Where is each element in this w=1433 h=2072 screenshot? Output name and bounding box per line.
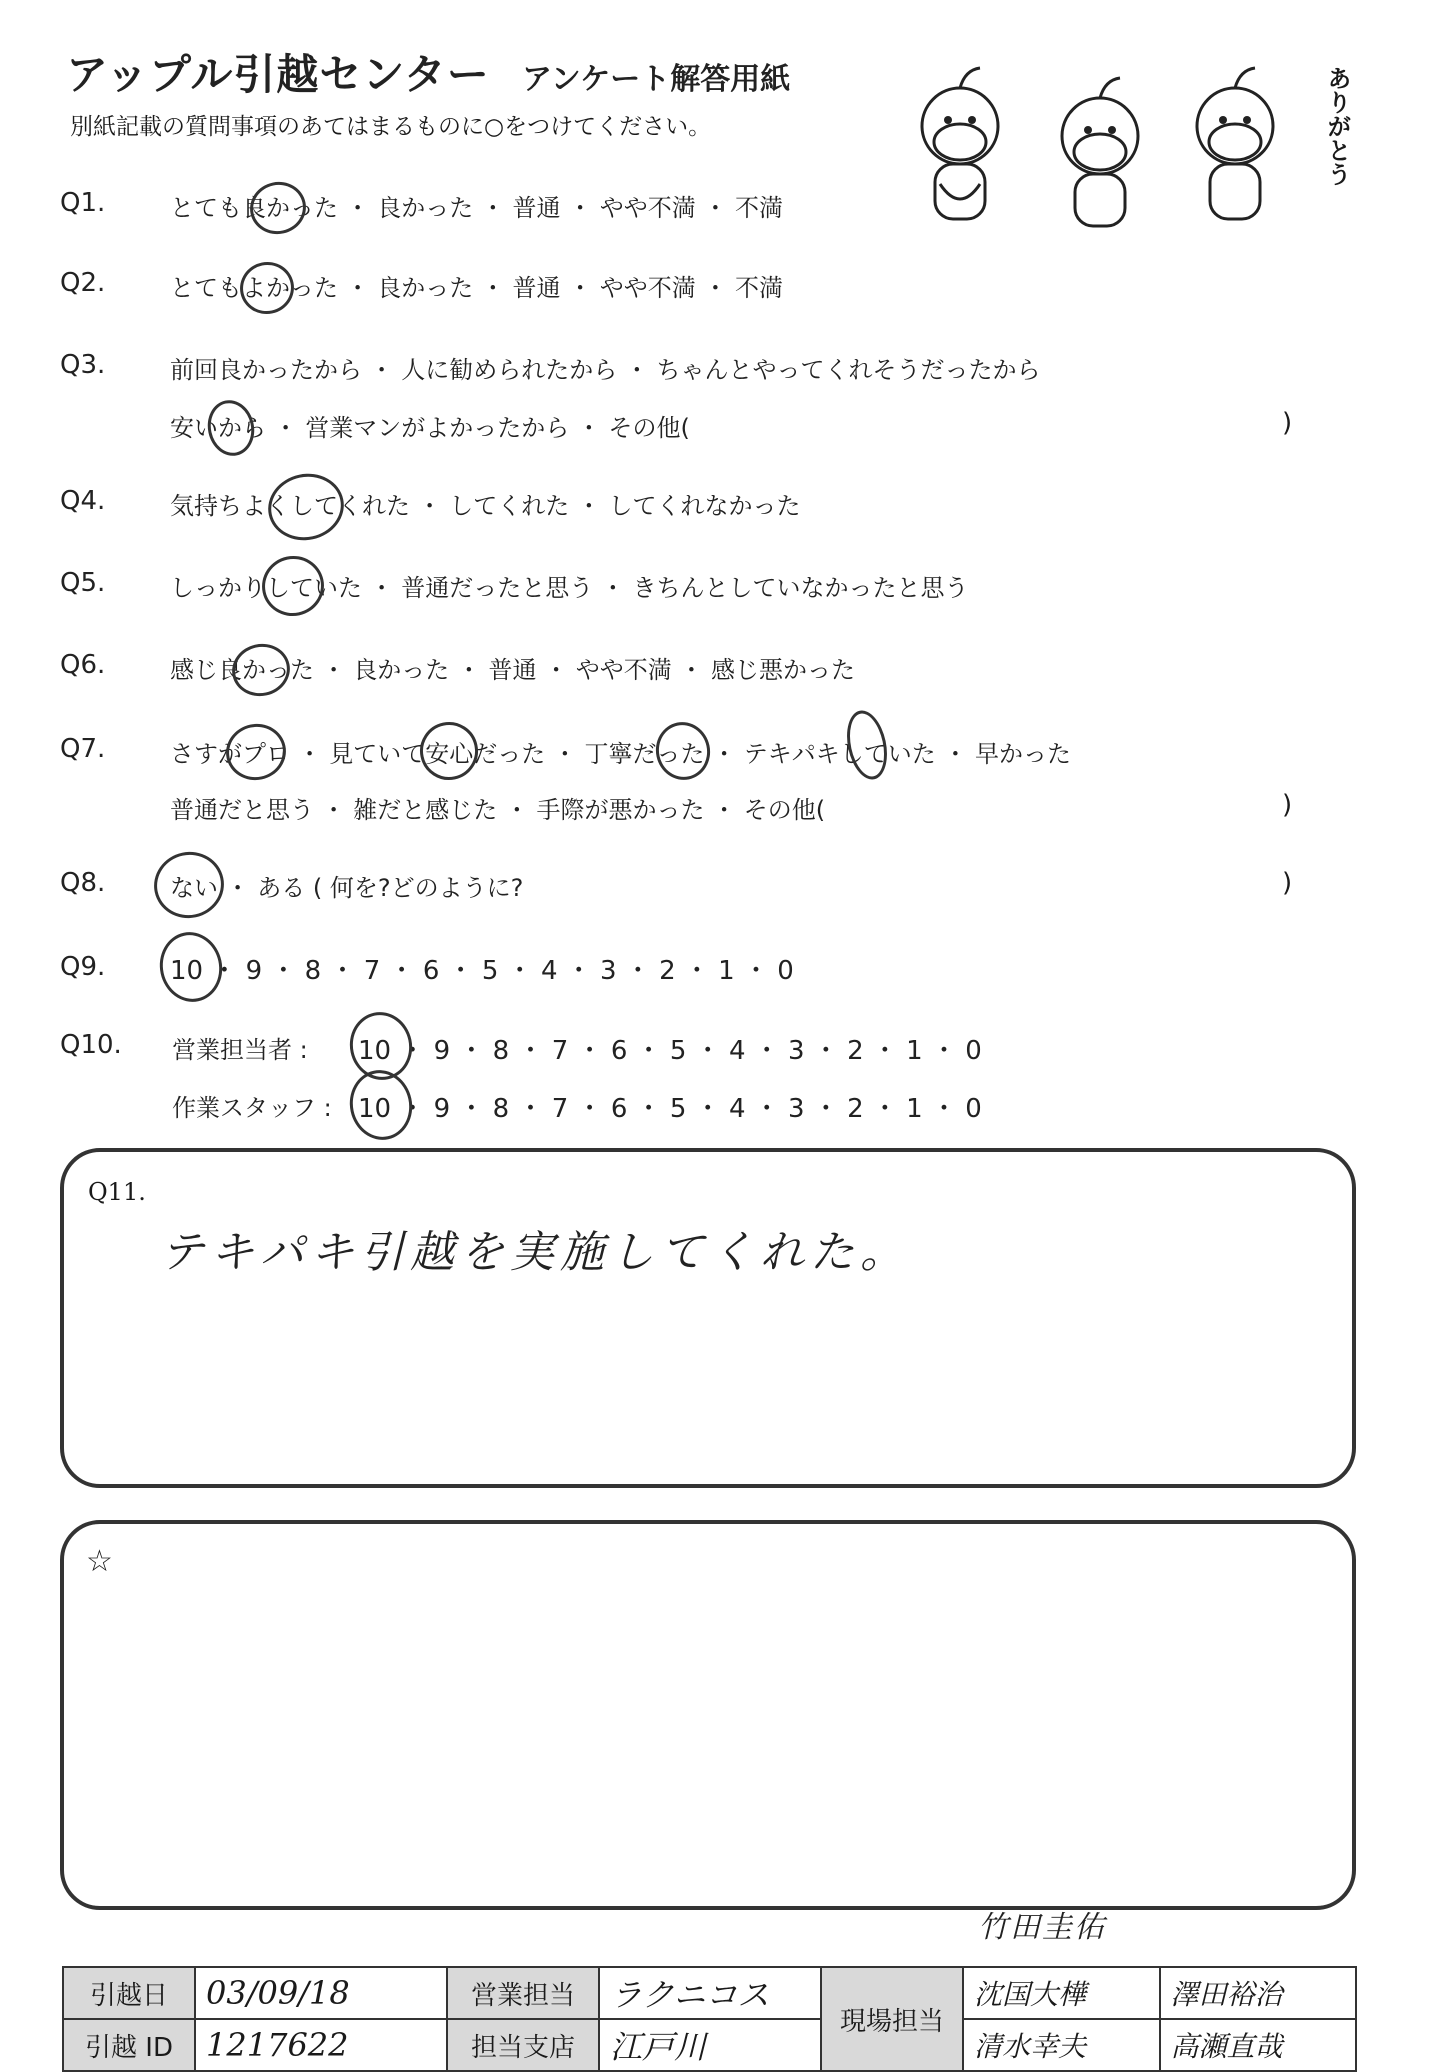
- answer-circle: [245, 177, 311, 240]
- answer-circle: [153, 926, 228, 1007]
- move-date-label: 引越日: [63, 1967, 195, 2019]
- site-staff-label: 現場担当: [821, 1967, 963, 2071]
- q8-close-paren: ): [1282, 868, 1293, 898]
- form-title: アンケート解答用紙: [522, 62, 791, 97]
- branch-value: 江戸川: [599, 2019, 821, 2071]
- q3-close-paren: ): [1282, 408, 1293, 438]
- q2-label: Q2.: [60, 268, 106, 298]
- star-label: ☆: [86, 1544, 113, 1579]
- answer-circle: [415, 717, 484, 786]
- answer-circle: [343, 1064, 418, 1145]
- q5-options: しっかりしていた ・ 普通だったと思う ・ きちんとしていなかったと思う: [170, 574, 969, 602]
- move-date-value: 03/09/18: [195, 1967, 447, 2019]
- q4-options: 気持ちよくしてくれた ・ してくれた ・ してくれなかった: [170, 492, 801, 520]
- q11-comment-box: [60, 1148, 1356, 1488]
- sales-value: ラクニコス: [599, 1967, 821, 2019]
- q8-label: Q8.: [60, 868, 106, 898]
- q6-label: Q6.: [60, 650, 106, 680]
- site-staff-name-0: 竹田圭佑: [978, 1910, 1106, 1945]
- answer-circle: [262, 467, 350, 547]
- q4-label: Q4.: [60, 486, 106, 516]
- company-title: アップル引越センター: [66, 50, 490, 99]
- q1-label: Q1.: [60, 188, 106, 218]
- sales-label: 営業担当: [447, 1967, 599, 2019]
- site-staff-name-4: 高瀬直哉: [1160, 2019, 1357, 2071]
- site-staff-name-2: 澤田裕治: [1160, 1967, 1357, 2019]
- answer-circle: [841, 707, 893, 783]
- q9-scale: 10 ・ 9 ・ 8 ・ 7 ・ 6 ・ 5 ・ 4 ・ 3 ・ 2 ・ 1 ・ 0: [170, 956, 794, 986]
- q10-staff-label: 作業スタッフ :: [172, 1094, 332, 1122]
- answer-circle: [256, 550, 329, 622]
- q10-label: Q10.: [60, 1030, 122, 1060]
- q7-options-line1: さすがプロ ・ 見ていて安心だった ・ 丁寧だった ・ テキパキしていた ・ 早かった: [170, 740, 1072, 768]
- branch-label: 担当支店: [447, 2019, 599, 2071]
- q11-label: Q11.: [88, 1178, 146, 1206]
- q2-options: とてもよかった ・ 良かった ・ 普通 ・ やや不満 ・ 不満: [170, 274, 784, 302]
- free-comment-box: [60, 1520, 1356, 1910]
- instruction-text: 別紙記載の質問事項のあてはまるものに○をつけてください。: [70, 114, 712, 140]
- move-id-value: 1217622: [195, 2019, 447, 2071]
- answer-circle: [203, 396, 260, 460]
- q10-sales-label: 営業担当者 :: [172, 1036, 308, 1064]
- answer-circle: [148, 845, 230, 924]
- q7-label: Q7.: [60, 734, 106, 764]
- thanks-text: ありがとう: [1323, 66, 1351, 186]
- q6-options: 感じ良かった ・ 良かった ・ 普通 ・ やや不満 ・ 感じ悪かった: [170, 656, 856, 684]
- site-staff-name-1: 沈国大樺: [963, 1967, 1160, 2019]
- move-info-table: [62, 1966, 1357, 2072]
- q5-label: Q5.: [60, 568, 106, 598]
- q8-options: ない ・ ある ( 何を?どのように?: [170, 874, 524, 902]
- monkey-mascot-illustration: [900, 64, 1320, 234]
- answer-circle: [235, 257, 299, 319]
- q10-staff-scale: 10 ・ 9 ・ 8 ・ 7 ・ 6 ・ 5 ・ 4 ・ 3 ・ 2 ・ 1 ・ 0: [358, 1094, 982, 1124]
- q3-options-line2: 安いから ・ 営業マンがよかったから ・ その他(: [170, 414, 690, 442]
- q1-options: とても良かった ・ 良かった ・ 普通 ・ やや不満 ・ 不満: [170, 194, 784, 222]
- q7-close-paren: ): [1282, 790, 1293, 820]
- q11-handwritten-answer: テキパキ引越を実施してくれた。: [160, 1227, 910, 1278]
- answer-circle: [221, 718, 291, 785]
- q7-options-line2: 普通だと思う ・ 雑だと感じた ・ 手際が悪かった ・ その他(: [170, 796, 826, 824]
- q10-sales-scale: 10 ・ 9 ・ 8 ・ 7 ・ 6 ・ 5 ・ 4 ・ 3 ・ 2 ・ 1 ・ 0: [358, 1036, 982, 1066]
- answer-circle: [651, 717, 716, 785]
- move-id-label: 引越 ID: [63, 2019, 195, 2071]
- answer-circle: [227, 639, 295, 702]
- q3-options-line1: 前回良かったから ・ 人に勧められたから ・ ちゃんとやってくれそうだったから: [170, 356, 1041, 384]
- q3-label: Q3.: [60, 350, 106, 380]
- site-staff-name-3: 清水幸夫: [963, 2019, 1160, 2071]
- q9-label: Q9.: [60, 952, 106, 982]
